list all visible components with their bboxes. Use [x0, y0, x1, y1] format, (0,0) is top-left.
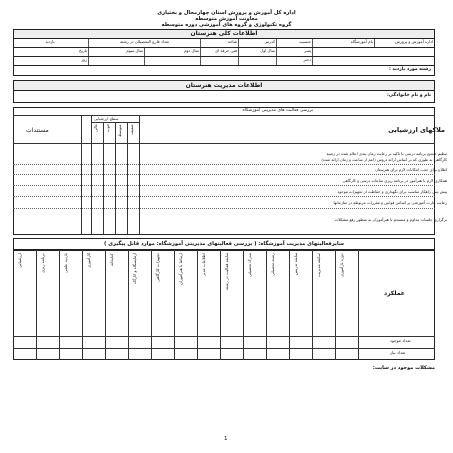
criterion-7: برگزاری جلسات مداوم و منسجم با هنرآموزان به منظور رفع مشکلات [334, 217, 447, 222]
criterion-2: کارگاهی به طوری که بر اساس ارائه دروس (اعم از ساعت و زمان ارائه شده) [321, 157, 447, 162]
activity-col-header: رشته تحصیلی [270, 253, 275, 276]
activity-col-divider [289, 250, 290, 360]
activity-col-divider [128, 250, 129, 360]
page-number: 1 [224, 436, 228, 442]
manager-info-title: اطلاعات مدیریت هنرستان [13, 80, 435, 91]
criterion-1: تنظیم صحیح برنامه درسی با تاکید بر رعایت زمان بندی اعلام شده در زمینه [326, 151, 447, 156]
visit-label: بازدید [45, 39, 55, 44]
activity-col-header: سابقه فعالیت در رشته [224, 253, 229, 291]
activity-col-header: اطلاعات مدیر [201, 253, 206, 276]
evaluation-title: بررسی فعالیت های مدیریتی آموزشگاه [242, 108, 313, 113]
level-header: سطح ارزشیابی [94, 116, 119, 121]
criterion-6: رعایت چارت آموزشی بر اساس قوانین و مقررات مربوطه در سازمانها [333, 200, 447, 205]
activity-col-header: تجهیزات کارگاهی [155, 253, 160, 282]
activity-col-header: سابقه تدریس [293, 253, 298, 276]
manager-name-label: نام و نام خانوادگی: [386, 93, 431, 98]
activity-col-divider [82, 250, 83, 360]
activity-col-header: کتابخانه [109, 253, 114, 266]
activity-col-divider [174, 250, 175, 360]
activity-col-header: دوره بازآموزی [339, 253, 344, 277]
activity-col-divider [105, 250, 106, 360]
fani-label: فنی حرفه ای [200, 48, 238, 56]
manager-name-row [13, 91, 435, 103]
header-line-1: اداره کل آموزش و پرورش استان چهارمحال و بختیاری [157, 10, 296, 16]
docs-header: مستندات [26, 127, 49, 134]
field-label: رشته مورد بازدید : [388, 67, 431, 72]
branch-label: شاخه [200, 39, 238, 47]
criterion-5: پیش بینی راهکار مناسب برای نگهداری و حفاظت از تجهیزات موجود [337, 189, 447, 194]
boys-label: پسر [276, 48, 312, 56]
activity-col-divider [266, 250, 267, 360]
field-row [13, 66, 435, 76]
school-info-row-3 [13, 57, 435, 66]
activity-col-header: ارتباط با هنرآموزان [178, 253, 183, 285]
problems-label: مشکلات موجود در سایت: [372, 365, 435, 371]
performance-label: عملکرد [384, 290, 405, 297]
evaluation-table [13, 107, 435, 235]
activity-col-header: آزمایشگاه و کارگاه [132, 253, 137, 285]
activity-col-divider [197, 250, 198, 360]
activity-col-divider [36, 250, 37, 360]
year3-label: سال سوم [88, 48, 144, 56]
activities-title: سایرفعالیتهای مدیریت آموزشگاه: ( بررسی فعالیتهای مدیریتی آموزشگاه: موارد قابل پیگیری ) [13, 238, 435, 250]
year2-label: سال دوم [144, 48, 200, 56]
activity-col-header: ارزشیابی [17, 253, 22, 269]
activity-col-header: کارآموزی [86, 253, 91, 269]
activity-col-divider [335, 250, 336, 360]
activity-col-divider [151, 250, 152, 360]
header-line-2: معاونت آموزش متوسطه [195, 16, 258, 22]
activity-col-header: سابقه مدیریت [316, 253, 321, 277]
grad-count-label: تعداد فارغ التحصیلان در رشته [88, 39, 200, 47]
activity-col-divider [312, 250, 313, 360]
level-weak: ضعیف [129, 124, 134, 135]
activity-col-header: مدرک تحصیلی [247, 253, 252, 278]
criterion-3: اطلاع برای جذب امکانات لازم برای هنرستان [375, 167, 447, 172]
criteria-header: ملاکهای ارزشیابی [388, 126, 445, 134]
day-label: روز [81, 57, 87, 62]
activity-col-header: برنامه ریزی [40, 253, 45, 273]
girls-label: دختر [276, 57, 312, 65]
school-info-row-1 [13, 39, 435, 48]
existing-count-label: تعداد موجود [390, 338, 411, 343]
school-info-row-2 [13, 48, 435, 57]
header-line-3: گروه تکنولوژی و گروه های آموزشی دوره متوسطه [161, 22, 292, 28]
needed-count-label: تعداد نیاز [390, 350, 406, 355]
activity-col-divider [59, 250, 60, 360]
level-average: متوسط [117, 124, 122, 137]
year1-label: سال اول [238, 48, 276, 56]
level-good: خوب [105, 124, 110, 133]
level-excellent: عالی [93, 124, 98, 133]
code-label: کدرمز [238, 39, 276, 47]
school-name-label: نام آموزشگاه [312, 39, 374, 47]
gender-label: جنسیت [276, 39, 312, 47]
activity-col-header: بازدید علمی [63, 253, 68, 273]
date-label: تاریخ [79, 48, 87, 53]
school-info-title: اطلاعات کلی هنرستان [13, 29, 435, 39]
district-label: اداره آموزش و پرورش [374, 39, 434, 47]
criterion-4: همکاری لازم با هنرآموز در برنامه ریزی ساعات درسی و کارگاهی [342, 178, 447, 183]
activity-col-divider [220, 250, 221, 360]
activity-col-divider [243, 250, 244, 360]
